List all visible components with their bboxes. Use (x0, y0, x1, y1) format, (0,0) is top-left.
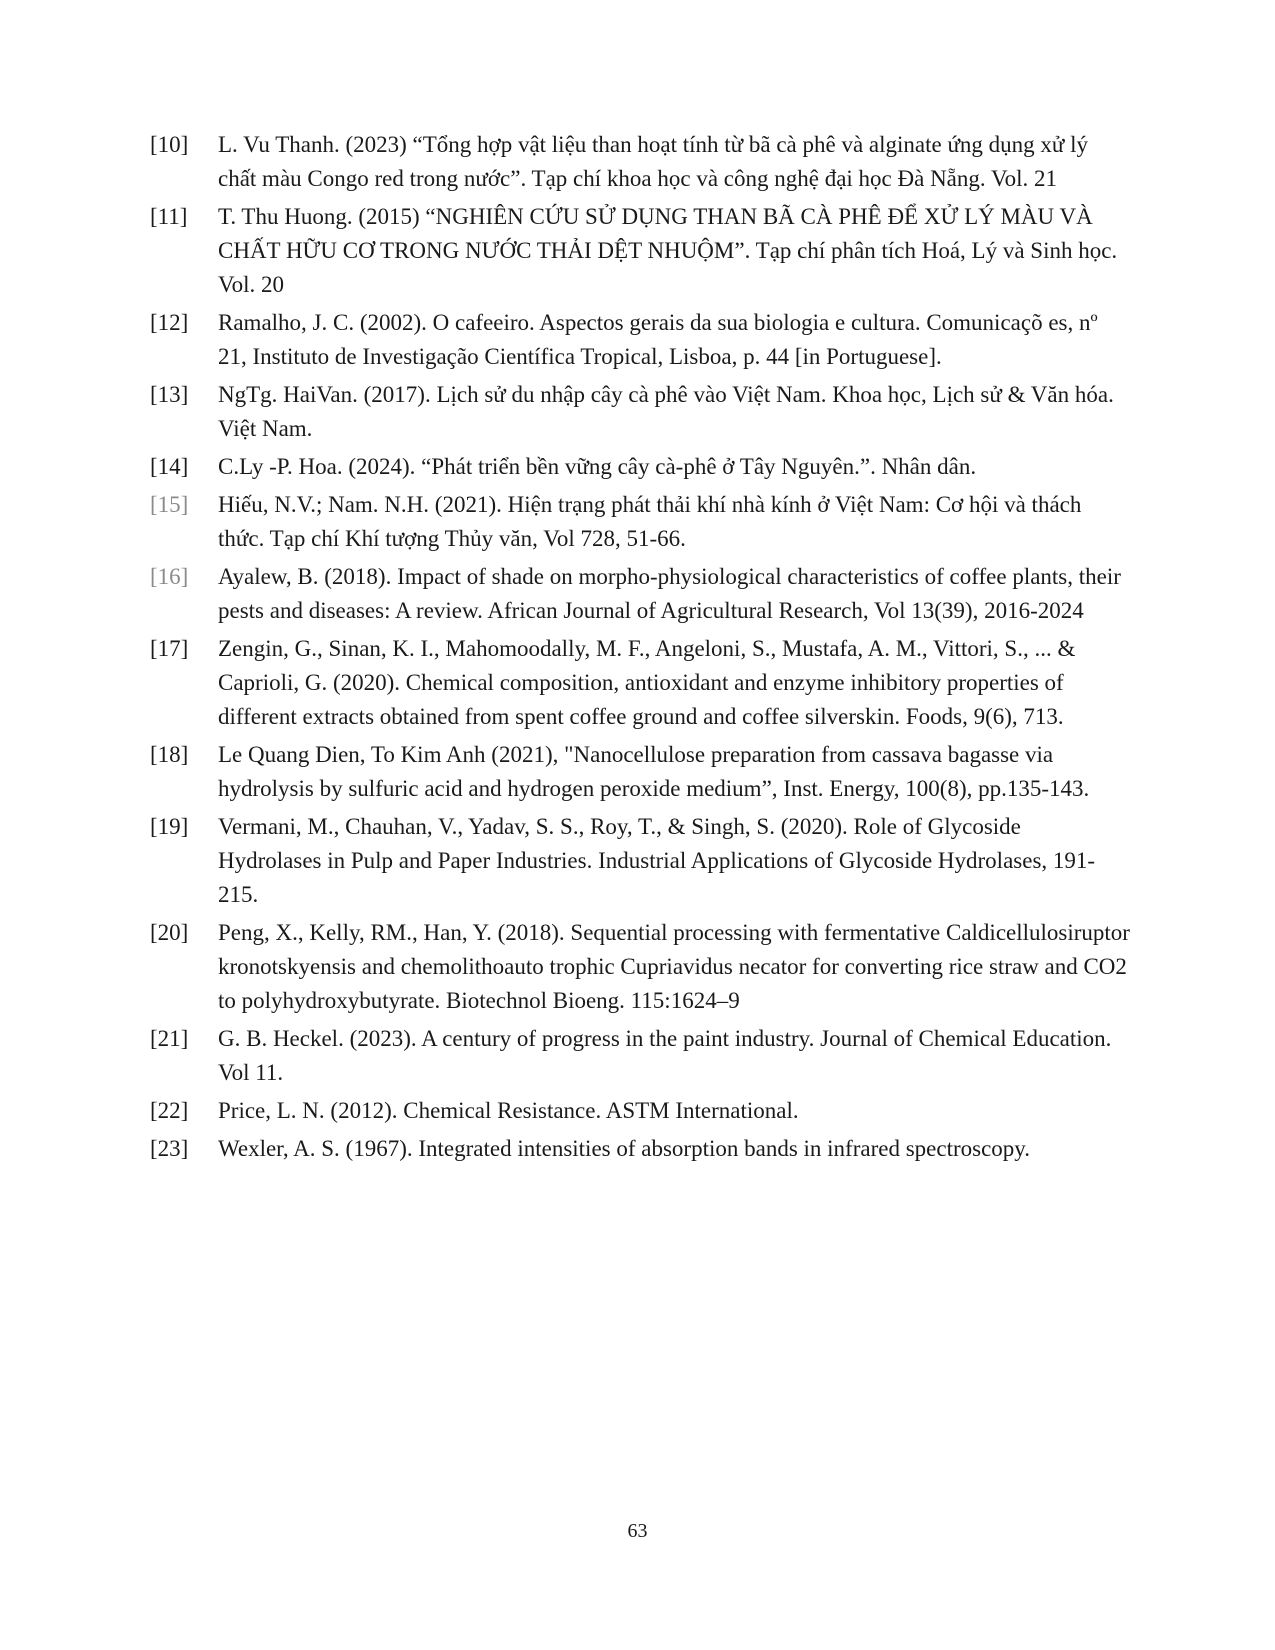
reference-text: Wexler, A. S. (1967). Integrated intensities of absorption bands in infrared spectroscopy. (218, 1136, 1031, 1161)
reference-text: L. Vu Thanh. (2023) “Tổng hợp vật liệu than hoạt tính từ bã cà phê và alginate ứng dụng xử lý chất màu Congo red trong nước”. Tạp chí khoa học và công nghệ đại học Đà Nẵng. Vol. 21 (218, 132, 1089, 191)
reference-number: [13] (150, 382, 189, 407)
reference-number: [11] (150, 204, 188, 229)
reference-item (150, 1022, 1130, 1090)
reference-item (150, 738, 1130, 806)
reference-text: T. Thu Huong. (2015) “NGHIÊN CỨU SỬ DỤNG THAN BÃ CÀ PHÊ ĐỂ XỬ LÝ MÀU VÀ CHẤT HỮU CƠ TRONG NƯỚC THẢI DỆT NHUỘM”. Tạp chí phân tích Hoá, Lý và Sinh học. Vol. 20 (218, 204, 1118, 297)
reference-item (150, 916, 1130, 1018)
reference-text: C.Ly -P. Hoa. (2024). “Phát triển bền vững cây cà-phê ở Tây Nguyên.”. Nhân dân. (218, 454, 977, 479)
reference-text: Peng, X., Kelly, RM., Han, Y. (2018). Sequential processing with fermentative Caldicellulosiruptor kronotskyensis and chemolithoauto trophic Cupriavidus necator for converting rice straw and CO2 to polyhydroxybutyrate. Biotechnol Bioeng. 115:1624–9 (218, 920, 1130, 1013)
reference-item (150, 378, 1130, 446)
reference-text: Ramalho, J. C. (2002). O cafeeiro. Aspectos gerais da sua biologia e cultura. Comunicaçõ es, nº 21, Instituto de Investigação Científica Tropical, Lisboa, p. 44 [in Portuguese]. (218, 310, 1098, 369)
page-number: 63 (627, 1520, 648, 1542)
reference-number: [15] (150, 492, 189, 517)
reference-item (150, 1094, 1130, 1128)
reference-number: [19] (150, 814, 189, 839)
reference-item (150, 488, 1130, 556)
reference-item (150, 128, 1130, 196)
reference-number: [17] (150, 636, 189, 661)
reference-number: [12] (150, 310, 189, 335)
reference-item (150, 560, 1130, 628)
reference-number: [21] (150, 1026, 189, 1051)
reference-number: [23] (150, 1136, 189, 1161)
reference-list (150, 128, 1130, 1170)
reference-text: Ayalew, B. (2018). Impact of shade on morpho-physiological characteristics of coffee plants, their pests and diseases: A review. African Journal of Agricultural Research, Vol 13(39), 2016-2024 (218, 564, 1121, 623)
reference-text: Vermani, M., Chauhan, V., Yadav, S. S., Roy, T., & Singh, S. (2020). Role of Glycoside Hydrolases in Pulp and Paper Industries. Industrial Applications of Glycoside Hydrolases, 191-215. (218, 814, 1096, 907)
reference-text: Price, L. N. (2012). Chemical Resistance. ASTM International. (218, 1098, 799, 1123)
reference-item (150, 632, 1130, 734)
reference-text: Zengin, G., Sinan, K. I., Mahomoodally, M. F., Angeloni, S., Mustafa, A. M., Vittori, S., ... & Caprioli, G. (2020). Chemical composition, antioxidant and enzyme inhibitory properties of different extracts obtained from spent coffee ground and coffee silverskin. Foods, 9(6), 713. (218, 636, 1076, 729)
reference-item (150, 200, 1130, 302)
reference-item (150, 306, 1130, 374)
reference-text: NgTg. HaiVan. (2017). Lịch sử du nhập cây cà phê vào Việt Nam. Khoa học, Lịch sử & Văn hóa. Việt Nam. (218, 382, 1114, 441)
reference-item (150, 1132, 1130, 1166)
reference-item (150, 450, 1130, 484)
reference-number: [22] (150, 1098, 189, 1123)
reference-text: Le Quang Dien, To Kim Anh (2021), "Nanocellulose preparation from cassava bagasse via hydrolysis by sulfuric acid and hydrogen peroxide medium”, Inst. Energy, 100(8), pp.135-143. (218, 742, 1090, 801)
reference-number: [14] (150, 454, 189, 479)
reference-number: [20] (150, 920, 189, 945)
reference-number: [16] (150, 564, 189, 589)
reference-number: [10] (150, 132, 189, 157)
reference-number: [18] (150, 742, 189, 767)
reference-item (150, 810, 1130, 912)
reference-text: Hiếu, N.V.; Nam. N.H. (2021). Hiện trạng phát thải khí nhà kính ở Việt Nam: Cơ hội và thách thức. Tạp chí Khí tượng Thủy văn, Vol 728, 51-66. (218, 492, 1082, 551)
reference-text: G. B. Heckel. (2023). A century of progress in the paint industry. Journal of Chemical Education. Vol 11. (218, 1026, 1112, 1085)
